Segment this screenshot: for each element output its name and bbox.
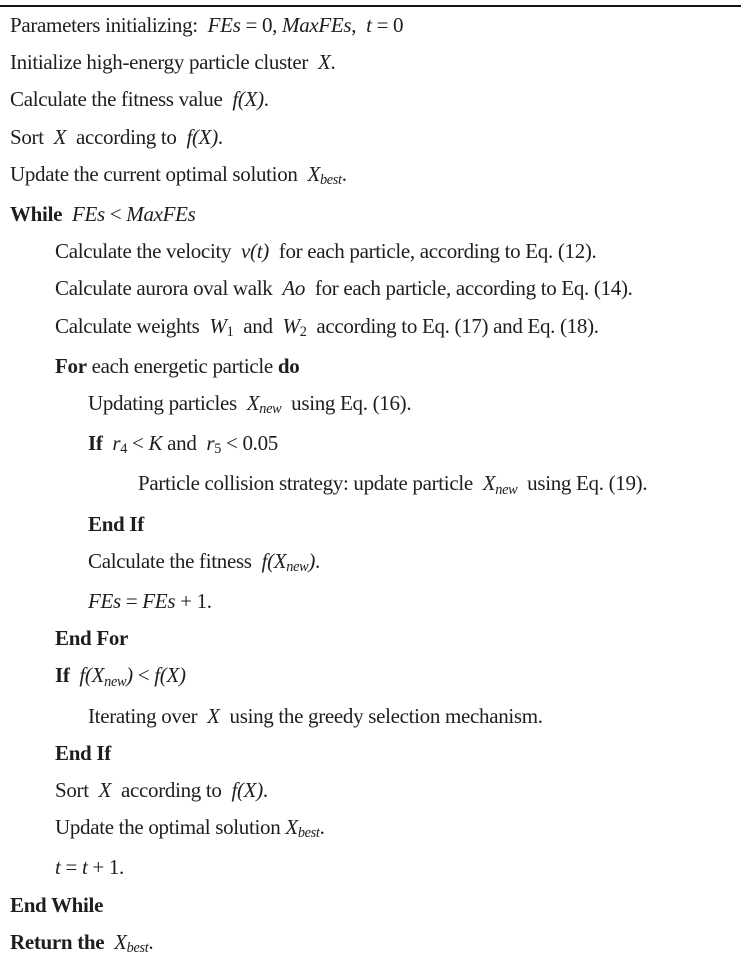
- text-run: .: [315, 548, 320, 573]
- pseudocode-line: [0, 887, 741, 924]
- keyword: While: [10, 202, 72, 227]
- math-var: f(X): [154, 663, 186, 688]
- pseudocode-line: [0, 465, 741, 505]
- text-run: < 0.05: [221, 431, 278, 456]
- math-var: MaxFEs: [126, 202, 196, 227]
- subscript: best: [126, 940, 149, 953]
- math-var: W: [209, 313, 227, 338]
- pseudocode-line: [0, 119, 741, 156]
- math-var: Ao: [282, 276, 306, 301]
- pseudocode-line: [0, 924, 741, 953]
- text-run: = 0,: [240, 13, 283, 37]
- subscript-number: 4: [120, 441, 128, 458]
- subscript: best: [319, 171, 342, 188]
- text-run: =: [60, 855, 82, 880]
- math-var: MaxFEs: [282, 13, 352, 37]
- math-var: FEs: [207, 13, 241, 37]
- math-var: f(X: [79, 663, 105, 688]
- pseudocode-line: [0, 81, 741, 118]
- text-run: + 1.: [175, 589, 212, 614]
- math-var: X: [317, 50, 331, 75]
- math-var: t: [55, 855, 61, 880]
- math-var: ): [126, 663, 133, 688]
- text-run: .: [262, 778, 268, 803]
- keyword: End If: [55, 740, 111, 765]
- text-run: Particle collision strategy: update particle: [138, 471, 483, 496]
- pseudocode-line: [0, 849, 741, 886]
- text-run: + 1.: [87, 855, 124, 880]
- math-var: X: [246, 391, 260, 416]
- text-run: for each particle, according to Eq. (12).: [268, 239, 597, 264]
- keyword: End If: [88, 511, 144, 536]
- pseudocode-line: [0, 233, 741, 270]
- math-var: W: [282, 313, 300, 338]
- pseudocode-line: [0, 7, 741, 44]
- keyword: If: [88, 431, 113, 456]
- pseudocode-line: [0, 270, 741, 307]
- math-var: X: [53, 124, 67, 149]
- text-run: Sort: [55, 778, 99, 803]
- text-run: Calculate aurora oval walk: [55, 276, 283, 301]
- text-run: =: [120, 589, 143, 614]
- pseudocode-line: [0, 543, 741, 583]
- pseudocode-line: [0, 657, 741, 697]
- text-run: Calculate the velocity: [55, 239, 242, 264]
- subscript-number: 5: [214, 441, 222, 458]
- math-var: X: [482, 471, 496, 496]
- text-run: using Eq. (19).: [517, 471, 648, 496]
- pseudocode-line: [0, 506, 741, 543]
- subscript-number: 2: [299, 323, 307, 340]
- math-var: FEs: [71, 202, 105, 227]
- math-var: FEs: [142, 589, 176, 614]
- subscript: best: [297, 825, 320, 842]
- math-var: X: [285, 815, 298, 840]
- pseudocode-line: [0, 425, 741, 465]
- text-run: Iterating over: [88, 703, 208, 728]
- pseudocode-line: [0, 196, 741, 233]
- text-run: <: [104, 202, 127, 227]
- text-run: each energetic particle: [86, 353, 278, 378]
- math-var: f(X): [232, 87, 264, 112]
- text-run: Calculate the fitness: [88, 548, 262, 573]
- text-run: using the greedy selection mechanism.: [219, 703, 543, 728]
- pseudocode-line: [0, 583, 741, 620]
- math-var: X: [114, 929, 127, 953]
- text-run: .: [263, 87, 269, 112]
- text-run: Updating particles: [88, 391, 247, 416]
- math-var: t: [366, 13, 372, 37]
- math-var: v(t): [241, 239, 269, 264]
- pseudocode-line: [0, 348, 741, 385]
- keyword: End While: [10, 892, 104, 917]
- text-run: .: [319, 815, 325, 840]
- keyword: Return the: [10, 929, 115, 953]
- math-var: K: [148, 431, 163, 456]
- text-run: <: [127, 431, 149, 456]
- text-run: and: [233, 313, 283, 338]
- keyword: For: [55, 353, 87, 378]
- pseudocode-line: [0, 735, 741, 772]
- pseudocode-line: [0, 156, 741, 196]
- subscript: new: [286, 558, 309, 575]
- math-var: X: [207, 703, 220, 728]
- text-run: ,: [351, 13, 367, 37]
- text-run: .: [341, 161, 347, 186]
- pseudocode-line: [0, 308, 741, 348]
- text-run: Update the optimal solution: [55, 815, 286, 840]
- text-run: according to: [111, 778, 232, 803]
- subscript: new: [259, 401, 282, 418]
- subscript-number: 1: [226, 323, 234, 340]
- math-var: r: [206, 431, 215, 456]
- text-run: .: [217, 124, 223, 149]
- algorithm-pseudocode: [0, 5, 741, 953]
- math-var: FEs: [88, 589, 121, 614]
- text-run: using Eq. (16).: [281, 391, 412, 416]
- math-var: f(X: [261, 548, 287, 573]
- pseudocode-line: [0, 44, 741, 81]
- pseudocode-line: [0, 698, 741, 735]
- keyword: do: [277, 353, 300, 378]
- text-run: .: [330, 50, 336, 75]
- text-run: and: [162, 431, 207, 456]
- keyword: End For: [55, 626, 129, 651]
- text-run: .: [148, 929, 154, 953]
- math-var: X: [307, 161, 320, 186]
- text-run: Parameters initializing:: [10, 13, 208, 37]
- math-var: X: [98, 778, 112, 803]
- subscript: new: [495, 481, 518, 498]
- math-var: ): [308, 548, 315, 573]
- text-run: <: [132, 663, 155, 688]
- math-var: r: [112, 431, 121, 456]
- text-run: according to Eq. (17) and Eq. (18).: [306, 313, 599, 338]
- pseudocode-line: [0, 809, 741, 849]
- pseudocode-line: [0, 620, 741, 657]
- text-run: according to: [66, 124, 187, 149]
- pseudocode-line: [0, 385, 741, 425]
- text-run: Initialize high-energy particle cluster: [10, 50, 318, 75]
- math-var: t: [81, 855, 88, 880]
- subscript: new: [104, 673, 127, 690]
- text-run: Update the current optimal solution: [10, 161, 308, 186]
- text-run: Sort: [10, 124, 54, 149]
- math-var: f(X): [186, 124, 218, 149]
- text-run: Calculate the fitness value: [10, 87, 233, 112]
- keyword: If: [55, 663, 80, 688]
- text-run: = 0: [371, 13, 404, 37]
- pseudocode-line: [0, 772, 741, 809]
- text-run: for each particle, according to Eq. (14).: [305, 276, 633, 301]
- text-run: Calculate weights: [55, 313, 210, 338]
- math-var: f(X): [231, 778, 263, 803]
